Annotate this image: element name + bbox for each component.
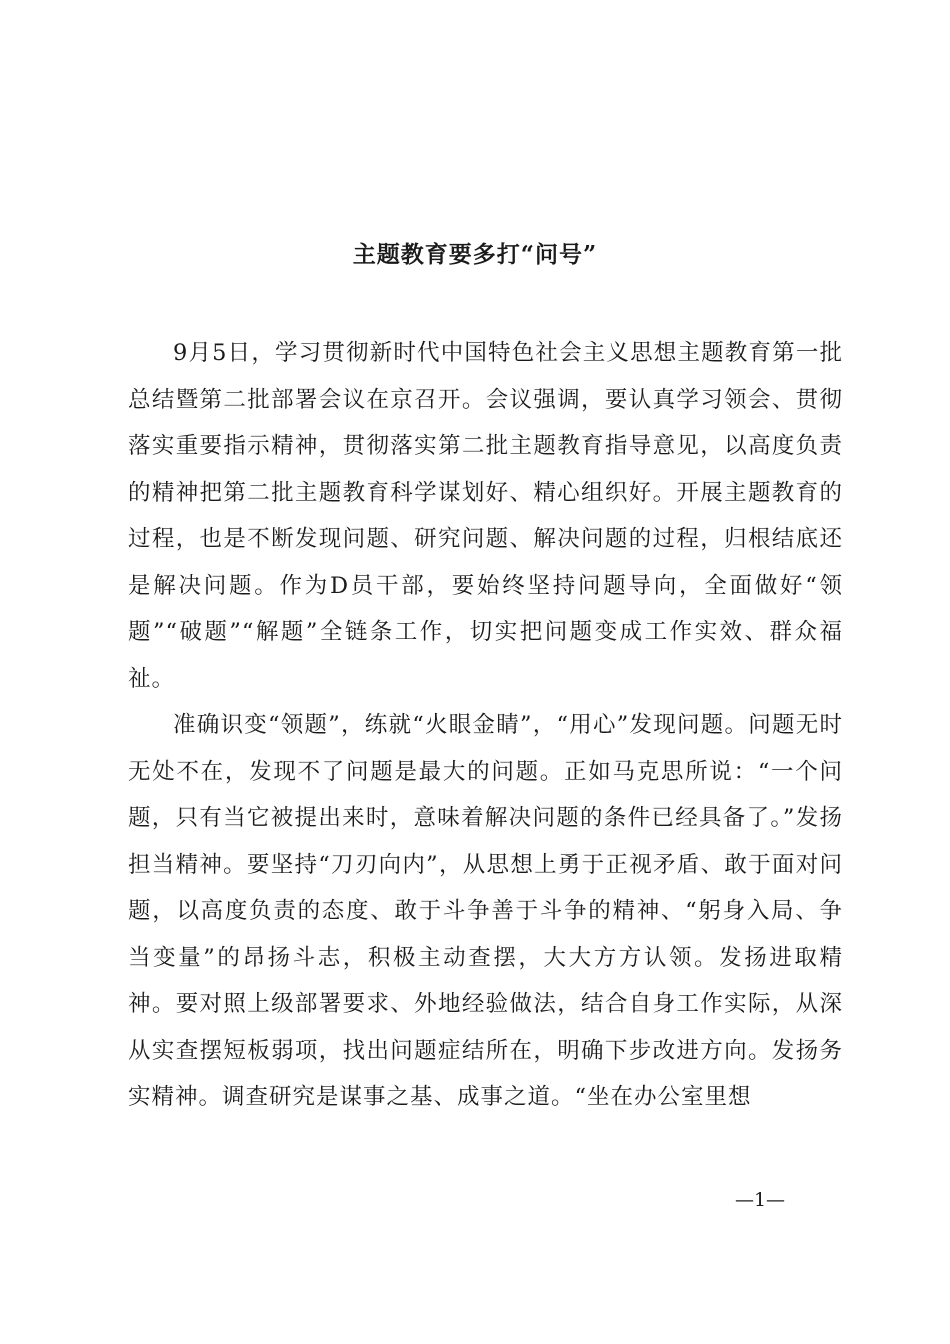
document-title: 主题教育要多打“问号”: [352, 241, 598, 268]
paragraph-2: 准确识变“领题”，练就“火眼金睛”，“用心”发现问题。问题无时无处不在，发现不了问题是最大的问题。正如马克思所说：“一个问题，只有当它被提出来时，意味着解决问题的条件已经具备了。”发扬担当精神。要坚持“刀刃向内”，从思想上勇于正视矛盾、敢于面对问题，以高度负责的态度、敢于斗争善于斗争的精神、“躬身入局、争当变量”的昂扬斗志，积极主动查摆，大大方方认领。发扬进取精神。要对照上级部署要求、外地经验做法，结合自身工作实际，从深从实查摆短板弱项，找出问题症结所在，明确下步改进方向。发扬务实精神。调查研究是谋事之基、成事之道。“坐在办公室里想: [128, 712, 843, 1110]
paragraph-1: 9月5日，学习贯彻新时代中国特色社会主义思想主题教育第一批总结暨第二批部署会议在京召开。会议强调，要认真学习领会、贯彻落实重要指示精神，贯彻落实第二批主题教育指导意见，以高度负责的精神把第二批主题教育科学谋划好、精心组织好。开展主题教育的过程，也是不断发现问题、研究问题、解决问题的过程，归根结底还是解决问题。作为D员干部，要始终坚持问题导向，全面做好“领题”“破题”“解题”全链条工作，切实把问题变成工作实效、群众福祉。: [128, 340, 843, 692]
document-body: [128, 330, 843, 1121]
page-number: —1—: [734, 1189, 786, 1211]
